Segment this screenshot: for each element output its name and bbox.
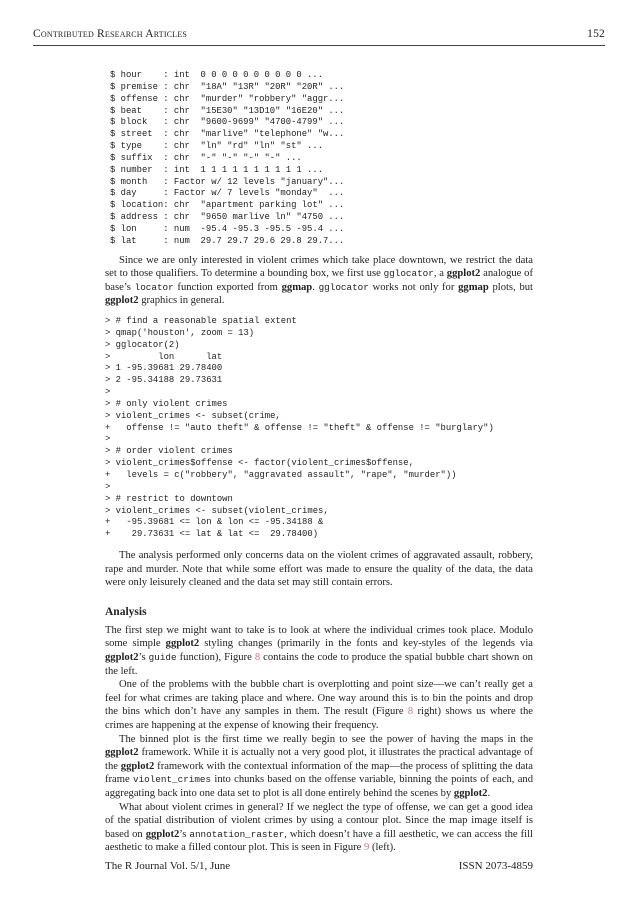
header-rule bbox=[33, 45, 605, 46]
page-header bbox=[33, 28, 605, 40]
page-footer bbox=[105, 860, 533, 872]
paragraph-binned-plot: The binned plot is the first time we really begin to see the power of having the maps in the ggplot2 framework. While it is actually not a very good plot, it illustrates the practical advantage of the ggplot2 framework with the contextual information of the map—the process of splitting the data frame violent_crimes into chunks based on the offense variable, binning the points of each, and aggregating back into one data set to plot is all done entirely behind the scenes by ggplot2. bbox=[105, 733, 533, 799]
paragraph-overplotting: One of the problems with the bubble chart is overplotting and point size—we can’t really get a feel for what crimes are taking place and where. One way around this is to bin the points and drop the bins which don’t have any samples in them. The result (Figure 8 right) shows us where the crimes are happening at the expense of knowing their frequency. bbox=[105, 679, 533, 731]
str-output-code-block: $ hour : int 0 0 0 0 0 0 0 0 0 0 ... $ premise : chr "18A" "13R" "20R" "20R" ... $ offense : chr "murder" "robbery" "aggr... $ beat : chr "15E30" "13D10" "16E20" ... $ block : chr "9600-9699" "4700-4799" ... $ street : chr "marlive" "telephone" "w... $ type : chr "ln" "rd" "ln" "st" ... $ suffix : chr "-" "-" "-" "-" ... $ number : int 1 1 1 1 1 1 1 1 1 1 ... $ month : Factor w/ 12 levels "january"... $ day : Factor w/ 7 levels "monday" ... $ location: chr "apartment parking lot" ... $ address : chr "9650 marlive ln" "4750 ... $ lon : num -95.4 -95.3 -95.5 -95.4 ... $ lat : num 29.7 29.7 29.6 29.8 29.7... bbox=[110, 70, 345, 246]
figure-link[interactable]: 8 bbox=[407, 706, 414, 718]
r-session-code-block: > # find a reasonable spatial extent > qmap('houston', zoom = 13) > gglocator(2) > lon lat > 1 -95.39681 29.78400 > 2 -95.34188 29.73631 > > # only violent crimes > violent_crimes <- subset(crime, + offense != "auto theft" & offense != "theft" & offense != "burglary") > > # order violent crimes > violent_crimes$offense <- factor(violent_crimes$offense, + levels = c("robbery", "aggravated assault", "rape", "murder")) > > # restrict to downtown > violent_crimes <- subset(violent_crimes, + -95.39681 <= lon & lon <= -95.34188 & + 29.73631 <= lat & lat <= 29.78400) bbox=[105, 316, 494, 540]
page-number: 152 bbox=[587, 28, 605, 40]
journal-section-title: Contributed Research Articles bbox=[33, 28, 188, 40]
section-heading-analysis: Analysis bbox=[105, 605, 147, 618]
figure-link[interactable]: 8 bbox=[254, 652, 261, 664]
paragraph-contour-plot: What about violent crimes in general? If we neglect the type of offense, we can get a good idea of the spatial distribution of violent crimes by using a contour plot. Since the map image itself is based on ggplot2’s annotation_raster, which doesn’t have a fill aesthetic, we can access the fill aesthetic to make a filled contour plot. This is seen in Figure 9 (left). bbox=[105, 801, 533, 854]
paragraph-bounding-box: Since we are only interested in violent crimes which take place downtown, we restrict the data set to those qualifiers. To determine a bounding box, we first use gglocator, a ggplot2 analogue of base’s locator function exported from ggmap. gglocator works not only for ggmap plots, but ggplot2 graphics in general. bbox=[105, 254, 533, 307]
figure-link[interactable]: 9 bbox=[364, 842, 370, 854]
paragraph-bubble-chart: The first step we might want to take is to look at where the individual crimes took place. Modulo some simple ggplot2 styling changes (primarily in the fonts and key-styles of the legends via ggplot2’s guide function), Figure 8 contains the code to produce the spatial bubble chart shown on the left. bbox=[105, 624, 533, 677]
footer-issn: ISSN 2073-4859 bbox=[458, 860, 533, 872]
footer-journal-issue: The R Journal Vol. 5/1, June bbox=[105, 860, 231, 872]
paragraph-analysis-scope: The analysis performed only concerns data on the violent crimes of aggravated assault, robbery, rape and murder. Note that while some effort was made to ensure the quality of the data, the data were only leisurely cleaned and the data set may still contain errors. bbox=[105, 550, 533, 589]
article-body bbox=[105, 70, 533, 855]
